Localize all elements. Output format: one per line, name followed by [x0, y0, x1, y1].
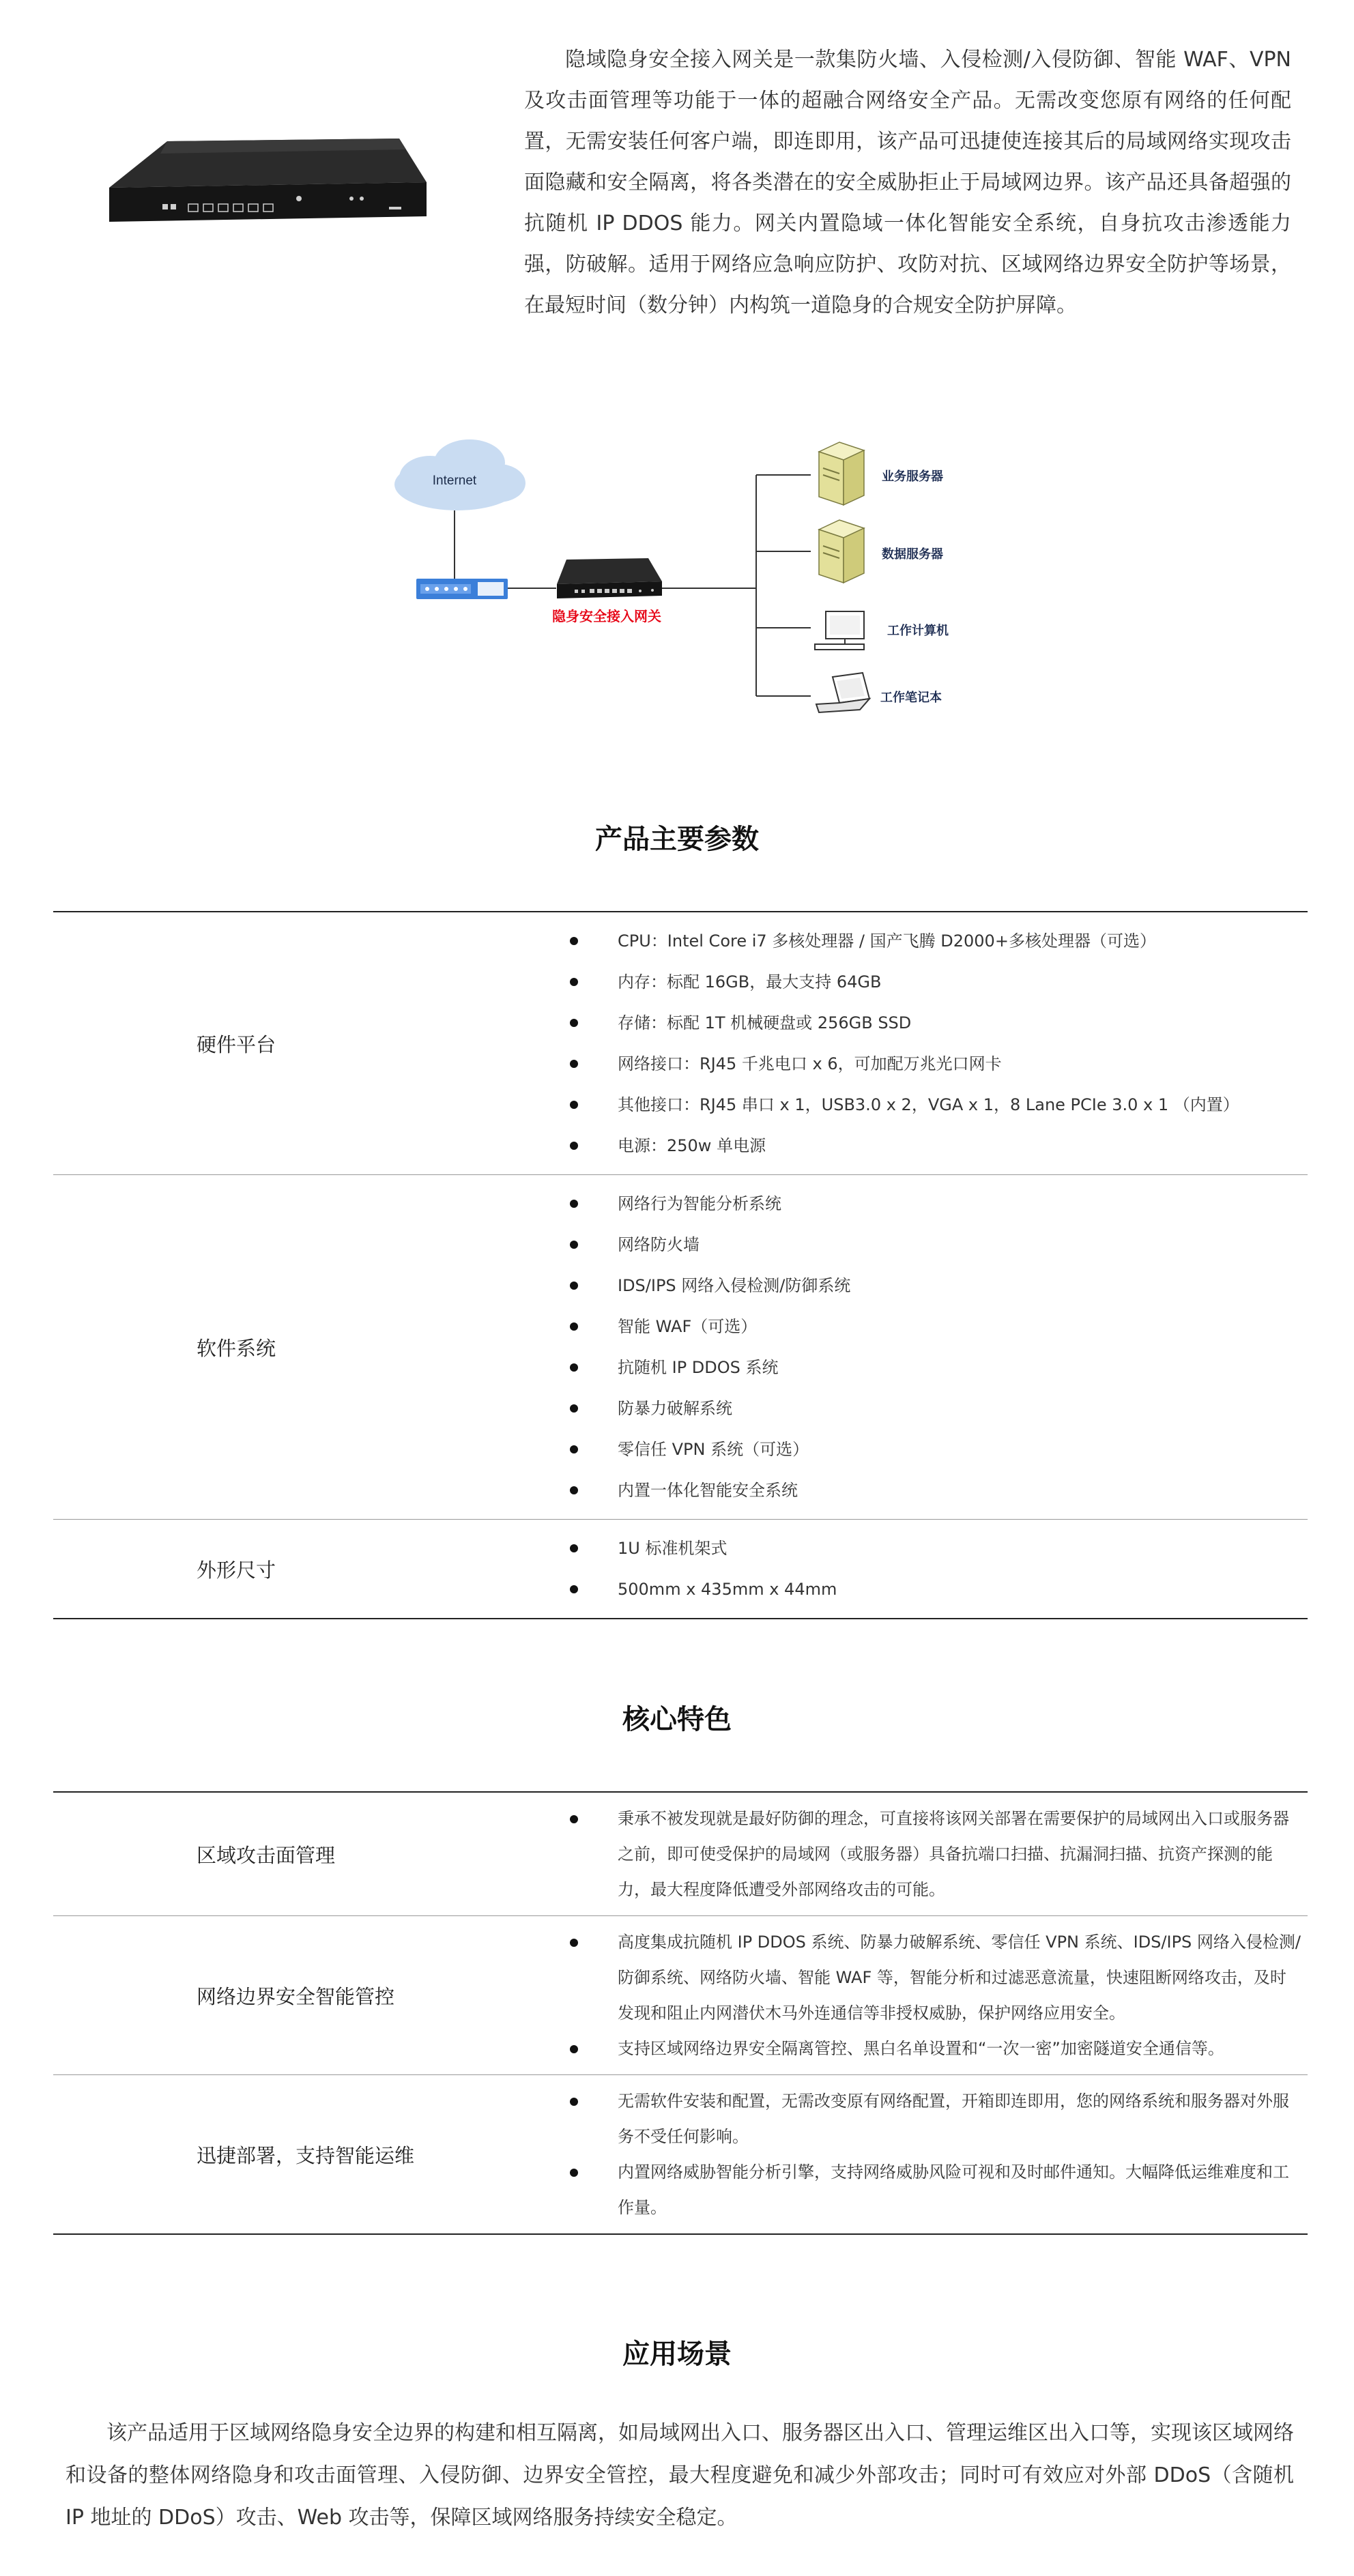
list-item: 抗随机 IP DDOS 系统 [566, 1347, 1308, 1388]
list-item: 网络防火墙 [566, 1224, 1308, 1265]
list-item: 网络行为智能分析系统 [566, 1183, 1308, 1224]
node-label: 工作笔记本 [880, 691, 942, 705]
list-item: 网络接口：RJ45 千兆电口 x 6，可加配万兆光口网卡 [566, 1043, 1308, 1084]
intro-paragraph: 隐域隐身安全接入网关是一款集防火墙、入侵检测/入侵防御、智能 WAF、VPN 及攻击面管理等功能于一体的超融合网络安全产品。无需改变您原有网络的任何配置，无需安装任何客户端，即连即用，该产品可迅捷使连接其后的局域网络实现攻击面隐藏和安全隔离，将各类潜在的安全威胁拒止于局域网边界。该产品还具备超强的抗随机 IP DDOS 能力。网关内置隐域一体化智能安全系统，自身抗攻击渗透能力强，防破解。适用于网络应急响应防护、攻防对抗、区域网络边界安全防护等场景，在最短时间（数分钟）内构筑一道隐身的合规安全防护屏障。 [524, 48, 1291, 317]
list-item: 500mm x 435mm x 44mm [566, 1569, 1308, 1610]
product-image [102, 133, 437, 229]
node-label: 数据服务器 [882, 547, 943, 562]
scenario-paragraph: 该产品适用于区域网络隐身安全边界的构建和相互隔离，如局域网出入口、服务器区出入口、管理运维区出入口等，实现该区域网络和设备的整体网络隐身和攻击面管理、入侵防御、边界安全管控，最大程度避免和减少外部攻击；同时可有效应对外部 DDoS（含随机 IP 地址的 DDoS）攻击、Web 攻击等，保障区域网络服务持续安全稳定。 [66, 2421, 1294, 2530]
params-table [53, 911, 1308, 1619]
router-icon [416, 579, 508, 599]
list-item: 内存：标配 16GB，最大支持 64GB [566, 961, 1308, 1002]
gateway-label: 隐身安全接入网关 [552, 608, 661, 624]
list-item: 电源：250w 单电源 [566, 1125, 1308, 1166]
list-item: CPU：Intel Core i7 多核处理器 / 国产飞腾 D2000+多核处理器（可选） [566, 921, 1308, 961]
row-label: 软件系统 [197, 1336, 276, 1360]
gateway-icon [557, 558, 662, 598]
list-item: 存储：标配 1T 机械硬盘或 256GB SSD [566, 1002, 1308, 1043]
params-section-title: 产品主要参数 [595, 824, 759, 855]
list-item: 1U 标准机架式 [566, 1528, 1308, 1569]
table-row [53, 912, 1308, 1175]
network-topology-diagram [382, 430, 983, 744]
node-label: 业务服务器 [882, 469, 943, 484]
row-label: 区域攻击面管理 [197, 1843, 336, 1867]
list-item: 支持区域网络边界安全隔离管控、黑白名单设置和“一次一密”加密隧道安全通信等。 [566, 2031, 1308, 2066]
row-label: 迅捷部署，支持智能运维 [197, 2143, 415, 2167]
laptop-icon [816, 673, 869, 712]
list-item: 秉承不被发现就是最好防御的理念，可直接将该网关部署在需要保护的局域网出入口或服务器之前，即可使受保护的局域网（或服务器）具备抗端口扫描、抗漏洞扫描、抗资产探测的能力，最大程度降低遭受外部网络攻击的可能。 [566, 1801, 1308, 1907]
table-row [53, 1793, 1308, 1916]
internet-label: Internet [432, 474, 477, 488]
row-label: 硬件平台 [197, 1032, 276, 1056]
list-item: 内置网络威胁智能分析引擎，支持网络威胁风险可视和及时邮件通知。大幅降低运维难度和工作量。 [566, 2154, 1308, 2225]
table-row [53, 2075, 1308, 2235]
table-row [53, 1175, 1308, 1520]
features-table [53, 1791, 1308, 2235]
list-item: 其他接口：RJ45 串口 x 1，USB3.0 x 2，VGA x 1，8 Lane PCIe 3.0 x 1 （内置） [566, 1084, 1308, 1125]
list-item: IDS/IPS 网络入侵检测/防御系统 [566, 1265, 1308, 1306]
desktop-computer-icon [815, 611, 864, 650]
table-row [53, 1916, 1308, 2075]
node-label: 工作计算机 [887, 624, 949, 638]
table-row [53, 1520, 1308, 1619]
row-label: 网络边界安全智能管控 [197, 1984, 395, 2008]
list-item: 防暴力破解系统 [566, 1388, 1308, 1429]
server-icon [819, 442, 864, 505]
server-icon [819, 520, 864, 583]
list-item: 无需软件安装和配置，无需改变原有网络配置，开箱即连即用，您的网络系统和服务器对外服务不受任何影响。 [566, 2083, 1308, 2154]
list-item: 内置一体化智能安全系统 [566, 1470, 1308, 1511]
list-item: 高度集成抗随机 IP DDOS 系统、防暴力破解系统、零信任 VPN 系统、IDS/IPS 网络入侵检测/防御系统、网络防火墙、智能 WAF 等，智能分析和过滤恶意流量，快速阻断网络攻击，及时发现和阻止内网潜伏木马外连通信等非授权威胁，保护网络应用安全。 [566, 1924, 1308, 2031]
scenario-section-title: 应用场景 [622, 2339, 732, 2370]
list-item: 智能 WAF（可选） [566, 1306, 1308, 1347]
features-section-title: 核心特色 [622, 1704, 732, 1735]
list-item: 零信任 VPN 系统（可选） [566, 1429, 1308, 1470]
row-label: 外形尺寸 [197, 1558, 276, 1582]
